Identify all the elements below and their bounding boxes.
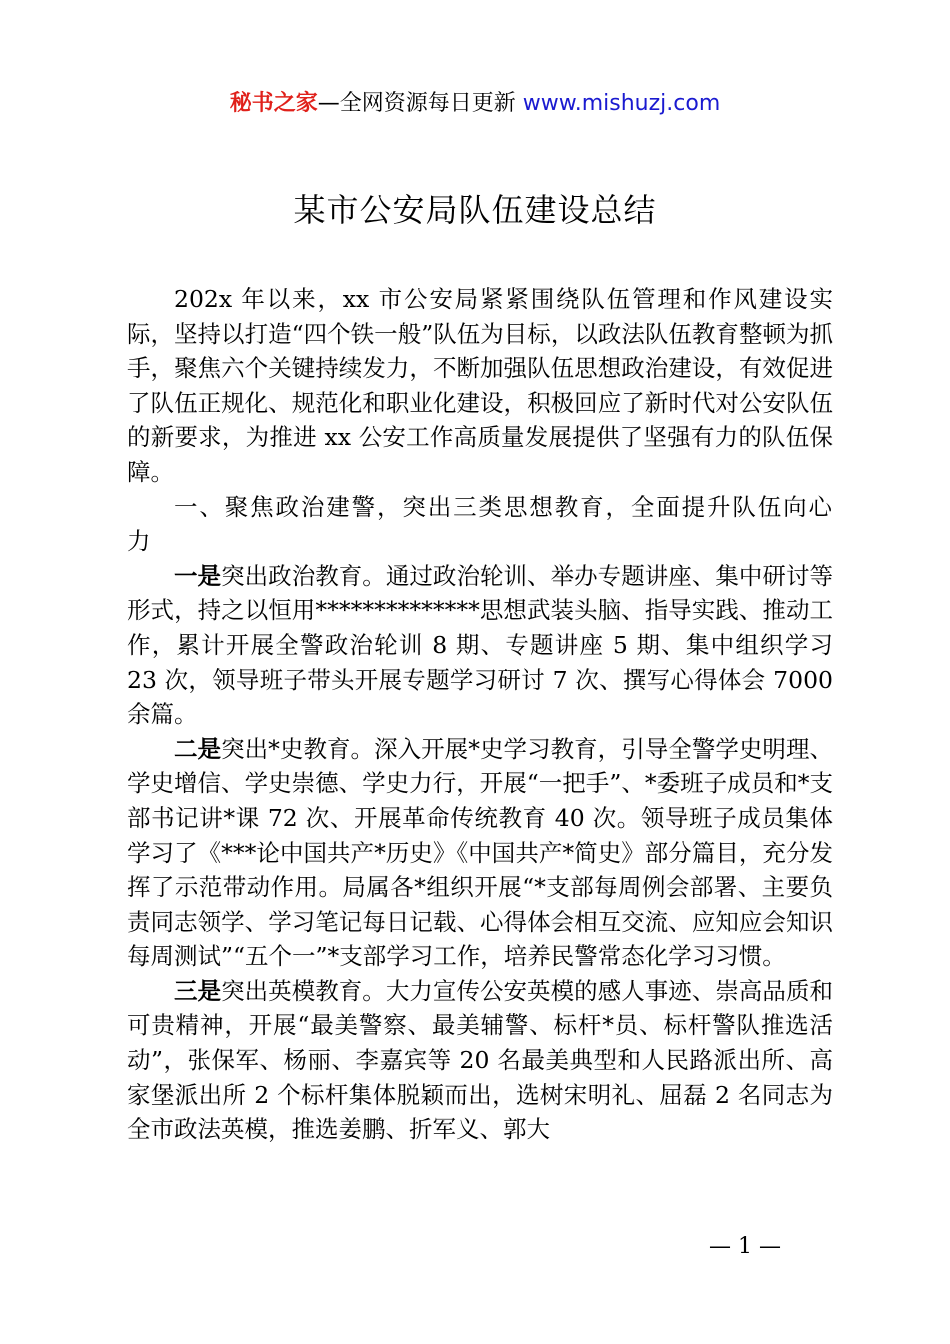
item-text-2: 突出*史教育。深入开展*史学习教育，引导全警学史明理、学史增信、学史崇德、学史力行，开展“一把手”、*委班子成员和*支部书记讲*课 72 次、开展革命传统教育 40 次。领导班子成员集体学习了《***论中国共产*历史》《中国共产*简史》部分篇目，充分发挥了示范带动作用。局属各*组织开展“*支部每周例会部署、主要负责同志领学、学习笔记每日记载、心得体会相互交流、应知应会知识每周测试”“五个一”*支部学习工作，培养民警常态化学习习惯。 — [127, 734, 834, 971]
item-lead-1: 一是 — [174, 561, 222, 590]
item-lead-2: 二是 — [174, 734, 222, 763]
item-text-3: 突出英模教育。大力宣传公安英模的感人事迹、崇高品质和可贵精神，开展“最美警察、最美辅警、标杆*员、标杆警队推选活动”，张保军、杨丽、李嘉宾等 20 名最美典型和人民路派出所、高家堡派出所 2 个标杆集体脱颖而出，选树宋明礼、屈磊 2 名同志为全市政法英模，推选姜鹏、折军义、郭大 — [127, 976, 834, 1144]
section-heading: 一、聚焦政治建警，突出三类思想教育，全面提升队伍向心力 — [127, 492, 833, 556]
item-lead-3: 三是 — [174, 976, 222, 1005]
document-title: 某市公安局队伍建设总结 — [293, 191, 657, 229]
site-banner — [0, 88, 950, 120]
item-paragraph-1 — [127, 559, 833, 732]
banner-url-link[interactable]: www.mishuzj.com — [522, 91, 721, 116]
item-paragraph-2 — [127, 732, 833, 974]
item-paragraph-3 — [127, 974, 833, 1147]
banner-tagline: —全网资源每日更新 — [317, 91, 516, 116]
banner-brand: 秘书之家 — [229, 91, 318, 116]
page-number: — 1 — — [709, 1234, 781, 1259]
intro-paragraph: 202x 年以来，xx 市公安局紧紧围绕队伍管理和作风建设实际，坚持以打造“四个铁一般”队伍为目标，以政法队伍教育整顿为抓手，聚焦六个关键持续发力，不断加强队伍思想政治建设，有效促进了队伍正规化、规范化和职业化建设，积极回应了新时代对公安队伍的新要求，为推进 xx 公安工作高质量发展提供了坚强有力的队伍保障。 — [127, 285, 833, 486]
item-text-1: 突出政治教育。通过政治轮训、举办专题讲座、集中研讨等形式，持之以恒用**************思想武装头脑、指导实践、推动工作，累计开展全警政治轮训 8 期、专题讲座 5 期、集中组织学习 23 次，领导班子带头开展专题学习研讨 7 次、撰写心得体会 7000 余篇。 — [127, 561, 834, 729]
document-body — [127, 282, 833, 1147]
